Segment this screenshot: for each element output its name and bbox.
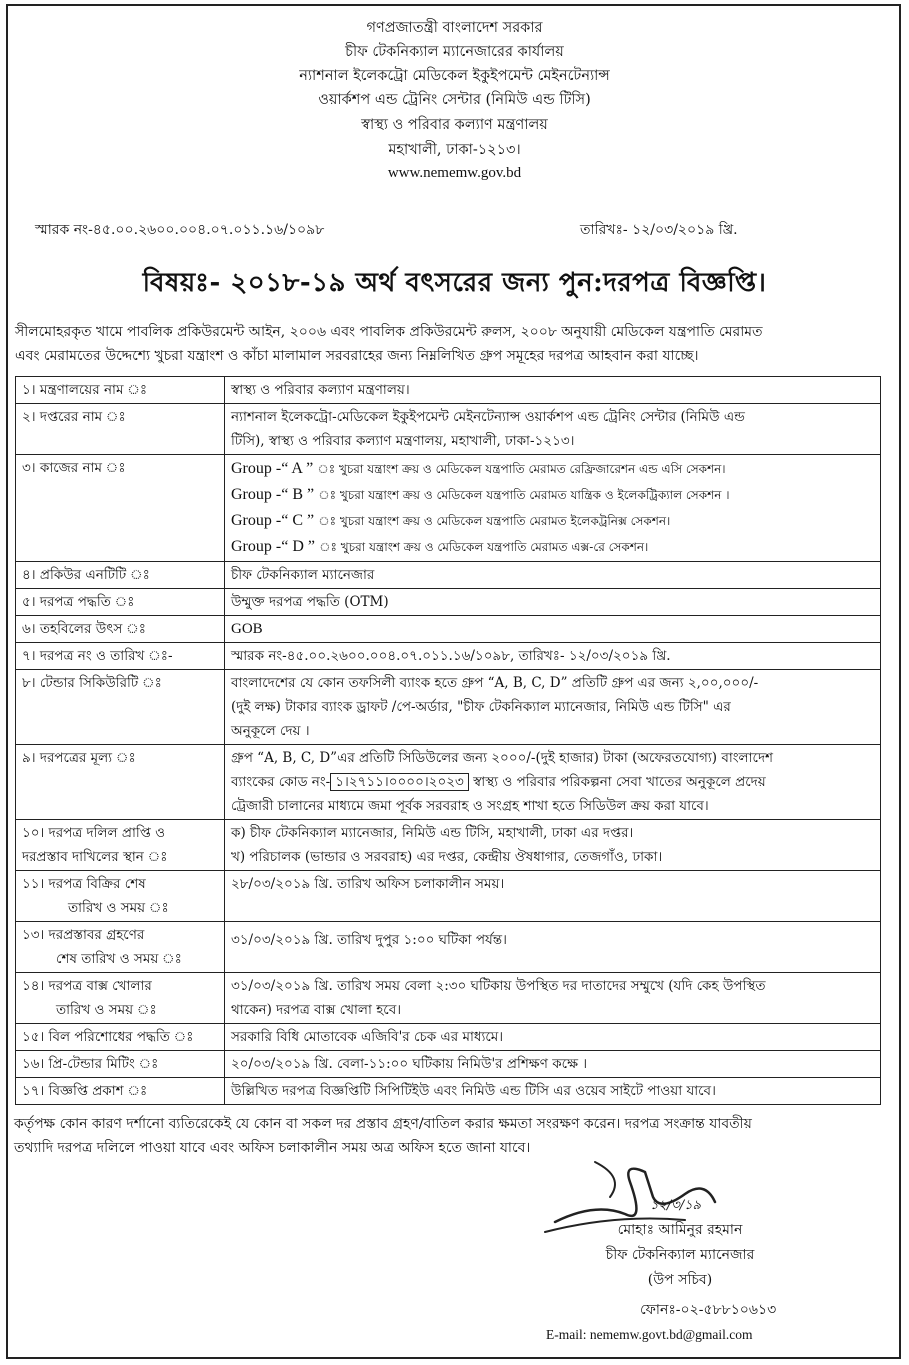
row-value-line: ৩১/০৩/২০১৯ খ্রি. তারিখ সময় বেলা ২:৩০ ঘটিকায় উপস্থিত দর দাতাদের সম্মুখে (যদি কেহ উপস্থিত (231, 978, 766, 994)
table-row (16, 616, 881, 643)
table-row (16, 404, 881, 455)
contact-phone: ফোনঃ-০২-৫৮৮১০৬১৩ (640, 1302, 777, 1318)
intro-line-2: এবং মেরামতের উদ্দেশ্যে খুচরা যন্ত্রাংশ ও কাঁচা মালামাল সরবরাহের জন্য নিম্নলিখিত গ্রুপ সমূহের দরপত্র আহবান করা যাচ্ছে। (15, 348, 699, 364)
table-row (16, 820, 881, 871)
table-row (16, 670, 881, 745)
row-value: সরকারি বিধি মোতাবেক এজিবি'র চেক এর মাধ্যমে। (225, 1024, 881, 1051)
row-value-line: (দুই লক্ষ) টাকার ব্যাংক ড্রাফট /পে-অর্ডার, "চীফ টেকনিক্যাল ম্যানেজার, নিমিউ এন্ড টিসি" এর (231, 699, 731, 715)
group-d-line: Group -“ D ” ঃ খুচরা যন্ত্রাংশ ক্রয় ও মেডিকেল যন্ত্রপাতি মেরামত এক্স-রে সেকশন। (231, 538, 649, 555)
header-ministry: স্বাস্থ্য ও পরিবার কল্যাণ মন্ত্রণালয় (361, 117, 548, 133)
row-label: ১৬। প্রি-টেন্ডার মিটিং ঃ (16, 1051, 225, 1078)
row-label: ৫। দরপত্র পদ্ধতি ঃ (16, 589, 225, 616)
row-label: ১৩। দরপ্রস্তাবর গ্রহণের শেষ তারিখ ও সময় ঃ (16, 922, 225, 973)
row-value (225, 404, 881, 455)
row-label: ৮। টেন্ডার সিকিউরিটি ঃ (16, 670, 225, 745)
row-value-line: ব্যাংকের কোড নং- ১।২৭১১।০০০০।২০২৩ স্বাস্থ্য ও পরিবার পরিকল্পনা সেবা খাতের অনুকূলে প্রদেয় (231, 774, 766, 790)
table-row (16, 589, 881, 616)
group-a-line: Group -“ A ” ঃ খুচরা যন্ত্রাংশ ক্রয় ও মেডিকেল যন্ত্রপাতি মেরামত রেফ্রিজারেশন এন্ড এসি সেকশন। (231, 460, 726, 477)
row-value-line: ক) চীফ টেকনিক্যাল ম্যানেজার, নিমিউ এন্ড টিসি, মহাখালী, ঢাকা এর দপ্তর। (231, 825, 634, 841)
table-row (16, 1078, 881, 1105)
table-row (16, 745, 881, 820)
table-row (16, 1051, 881, 1078)
signatory-rank: (উপ সচিব) (647, 1272, 713, 1288)
signature-date: ১২/৩/১৯ (650, 1198, 701, 1213)
row-label: ৭। দরপত্র নং ও তারিখ ঃ- (16, 643, 225, 670)
row-value-line: টিসি), স্বাস্থ্য ও পরিবার কল্যাণ মন্ত্রণালয়, মহাখালী, ঢাকা-১২১৩। (231, 433, 575, 449)
row-label: ৯। দরপত্রের মূল্য ঃ (16, 745, 225, 820)
row-value-line: ন্যাশনাল ইলেকট্রো-মেডিকেল ইকুইপমেন্ট মেইনটেন্যান্স ওয়ার্কশপ এন্ড ট্রেনিং সেন্টার (নিমিউ এন্ড (231, 409, 745, 425)
row-label: ৩। কাজের নাম ঃ (16, 455, 225, 562)
row-label: ১০। দরপত্র দলিল প্রাপ্তি ও দরপ্রস্তাব দাখিলের স্থান ঃ (16, 820, 225, 871)
row-label: ৪। প্রকিউর এনটিটি ঃ (16, 562, 225, 589)
row-label: ১১। দরপত্র বিক্রির শেষ তারিখ ও সময় ঃ (16, 871, 225, 922)
header-workshop: ওয়ার্কশপ এন্ড ট্রেনিং সেন্টার (নিমিউ এন্ড টিসি) (318, 92, 591, 108)
memo-number: স্মারক নং-৪৫.০০.২৬০০.০০৪.০৭.০১১.১৬/১০৯৮ (35, 222, 325, 238)
row-value: ২০/০৩/২০১৯ খ্রি. বেলা-১১:০০ ঘটিকায় নিমিউ'র প্রশিক্ষণ কক্ষে । (225, 1051, 881, 1078)
notice-subject: বিষয়ঃ- ২০১৮-১৯ অর্থ বৎসরের জন্য পুন:দরপত্র বিজ্ঞপ্তি। (142, 268, 767, 298)
row-value: স্মারক নং-৪৫.০০.২৬০০.০০৪.০৭.০১১.১৬/১০৯৮, তারিখঃ- ১২/০৩/২০১৯ খ্রি. (225, 643, 881, 670)
table-row (16, 643, 881, 670)
row-value: উল্লিখিত দরপত্র বিজ্ঞপ্তিটি সিপিটিইউ এবং নিমিউ এন্ড টিসি এর ওয়েব সাইটে পাওয়া যাবে। (225, 1078, 881, 1105)
table-row (16, 871, 881, 922)
row-value: ৩১/০৩/২০১৯ খ্রি. তারিখ দুপুর ১:০০ ঘটিকা পর্যন্ত। (225, 922, 881, 973)
row-label: ১। মন্ত্রণালয়ের নাম ঃ (16, 377, 225, 404)
header-institute: ন্যাশনাল ইলেকট্রো মেডিকেল ইকুইপমেন্ট মেইনটেন্যান্স (299, 68, 610, 84)
header-government: গণপ্রজাতন্ত্রী বাংলাদেশ সরকার (366, 20, 543, 36)
tender-details-table (15, 376, 881, 1105)
contact-email: E-mail: nememw.govt.bd@gmail.com (546, 1327, 753, 1342)
memo-date: তারিখঃ- ১২/০৩/২০১৯ খ্রি. (580, 222, 738, 238)
table-row (16, 377, 881, 404)
intro-line-1: সীলমোহরকৃত খামে পাবলিক প্রকিউরমেন্ট আইন, ২০০৬ এবং পাবলিক প্রকিউরমেন্ট রুলস, ২০০৮ অনুযায়ী মেডিকেল যন্ত্রপাতি মেরামত (15, 324, 763, 340)
row-value-line: বাংলাদেশের যে কোন তফসিলী ব্যাংক হতে গ্রুপ “A, B, C, D” প্রতিটি গ্রুপ এর জন্য ২,০০,০০০/- (231, 675, 759, 691)
header-website: www.nememw.gov.bd (387, 165, 522, 181)
row-value-line: থাকেন) দরপত্র বাক্স খোলা হবে। (231, 1002, 402, 1018)
closing-line-1: কর্তৃপক্ষ কোন কারণ দর্শানো ব্যতিরেকেই যে কোন বা সকল দর প্রস্তাব গ্রহণ/বাতিল করার ক্ষমতা সংরক্ষণ করেন। দরপত্র সংক্রান্ত যাবতীয় (14, 1116, 752, 1132)
row-label: ২। দপ্তরের নাম ঃ (16, 404, 225, 455)
row-value (225, 745, 881, 820)
row-label: ১৪। দরপত্র বাক্স খোলার তারিখ ও সময় ঃ (16, 973, 225, 1024)
row-value-line: ট্রেজারী চালানের মাধ্যমে জমা পূর্বক সরবরাহ ও সংগ্রহ শাখা হতে সিডিউল ক্রয় করা যাবে। (231, 798, 709, 814)
closing-line-2: তথ্যাদি দরপত্র দলিলে পাওয়া যাবে এবং অফিস চলাকালীন সময় অত্র অফিস হতে জানা যাবে। (14, 1140, 531, 1156)
row-value: চীফ টেকনিক্যাল ম্যানেজার (225, 562, 881, 589)
row-label: ১৭। বিজ্ঞপ্তি প্রকাশ ঃ (16, 1078, 225, 1105)
table-row (16, 455, 881, 562)
row-value-line: গ্রুপ “A, B, C, D”এর প্রতিটি সিডিউলের জন্য ২০০০/-(দুই হাজার) টাকা (অফেরতযোগ্য) বাংলাদেশ (231, 750, 774, 766)
row-value: স্বাস্থ্য ও পরিবার কল্যাণ মন্ত্রণালয়। (225, 377, 881, 404)
table-row (16, 562, 881, 589)
row-value (225, 670, 881, 745)
table-row (16, 1024, 881, 1051)
row-label: ১৫। বিল পরিশোধের পদ্ধতি ঃ (16, 1024, 225, 1051)
row-value-line: খ) পরিচালক (ভান্ডার ও সরবরাহ) এর দপ্তর, কেন্দ্রীয় ঔষধাগার, তেজগাঁও, ঢাকা। (231, 849, 663, 865)
signatory-name: মোহাঃ আমিনুর রহমান (617, 1222, 743, 1238)
row-value: উম্মুক্ত দরপত্র পদ্ধতি (OTM) (225, 589, 881, 616)
bank-code-box: ১।২৭১১।০০০০।২০২৩ (330, 773, 469, 791)
row-value (225, 973, 881, 1024)
row-value: ২৮/০৩/২০১৯ খ্রি. তারিখ অফিস চলাকালীন সময়। (225, 871, 881, 922)
header-office: চীফ টেকনিক্যাল ম্যানেজারের কার্যালয় (345, 44, 564, 60)
group-b-line: Group -“ B ” ঃ খুচরা যন্ত্রাংশ ক্রয় ও মেডিকেল যন্ত্রপাতি মেরামত যান্ত্রিক ও ইলেকট্রিক্যাল সেকশন । (231, 486, 730, 503)
row-label: ৬। তহবিলের উৎস ঃ (16, 616, 225, 643)
row-value: GOB (225, 616, 881, 643)
header-address: মহাখালী, ঢাকা-১২১৩। (388, 142, 521, 158)
row-value (225, 820, 881, 871)
table-row (16, 973, 881, 1024)
row-value (225, 455, 881, 562)
signatory-title: চীফ টেকনিক্যাল ম্যানেজার (605, 1247, 755, 1263)
table-row (16, 922, 881, 973)
group-c-line: Group -“ C ” ঃ খুচরা যন্ত্রাংশ ক্রয় ও মেডিকেল যন্ত্রপাতি মেরামত ইলেকট্রনিক্স সেকশন। (231, 512, 671, 529)
row-value-line: অনুকূলে দেয় । (231, 723, 310, 739)
